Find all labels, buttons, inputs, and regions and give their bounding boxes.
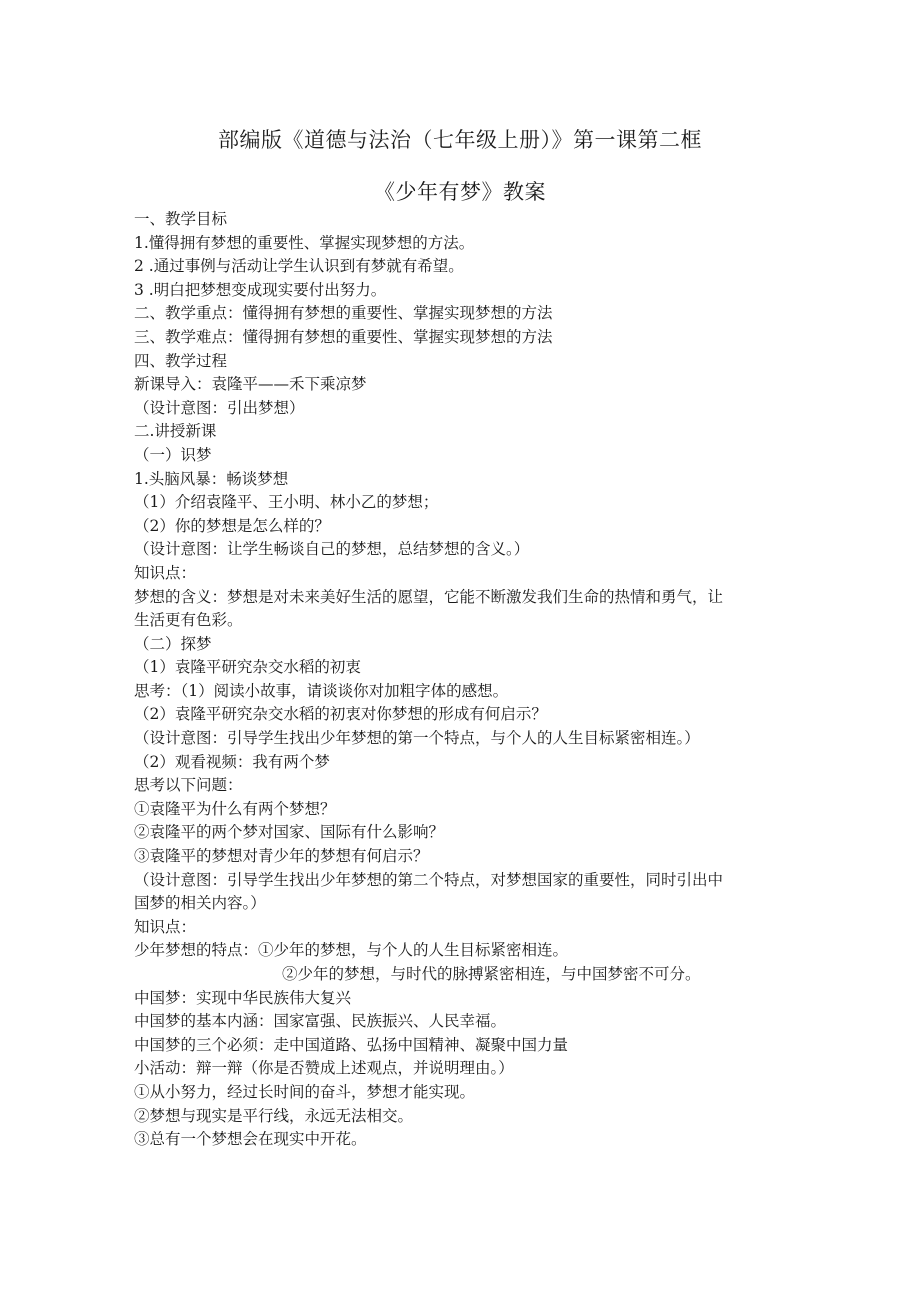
knowledge-point-label: 知识点： [134,917,197,936]
paragraph-line: 国梦的相关内容。） [134,894,266,913]
debate-item: ①从小努力，经过长时间的奋斗，梦想才能实现。 [134,1082,476,1101]
paragraph-line: （2）你的梦想是怎么样的？ [134,516,330,535]
question-item: ①袁隆平为什么有两个梦想？ [134,799,336,818]
subsection-heading: （二）探梦 [134,634,212,653]
paragraph-line: 中国梦的基本内涵：国家富强、民族振兴、人民幸福。 [134,1012,507,1031]
document-title-line-1: 部编版《道德与法治（七年级上册）》第一课第二框 [218,128,702,152]
debate-item: ②梦想与现实是平行线，永远无法相交。 [134,1106,414,1125]
subsection-heading: 二.讲授新课 [134,422,217,441]
question-item: ②袁隆平的两个梦对国家、国际有什么影响？ [134,823,445,842]
paragraph-line: （2）观看视频：我有两个梦 [134,752,330,771]
paragraph-line: （1）袁隆平研究杂交水稻的初衷 [134,658,361,677]
paragraph-line-indented: ②少年的梦想，与时代的脉搏紧密相连，与中国梦密不可分。 [282,965,701,983]
section-heading-key-points: 二、教学重点：懂得拥有梦想的重要性、掌握实现梦想的方法 [134,304,553,323]
objective-item: 2 .通过事例与活动让学生认识到有梦就有希望。 [134,257,464,276]
design-intent-line: （设计意图：引导学生找出少年梦想的第一个特点，与个人的人生目标紧密相连。） [134,729,700,748]
paragraph-line: （1）介绍袁隆平、王小明、林小乙的梦想； [134,493,439,512]
paragraph-line: 中国梦：实现中华民族伟大复兴 [134,988,352,1007]
design-intent-line: （设计意图：让学生畅谈自己的梦想，总结梦想的含义。） [134,540,530,559]
design-intent-line: （设计意图：引出梦想） [134,398,305,417]
objective-item: 1.懂得拥有梦想的重要性、掌握实现梦想的方法。 [134,233,475,252]
document-title-line-2: 《少年有梦》教案 [374,180,546,204]
paragraph-line: （2）袁隆平研究杂交水稻的初衷对你梦想的形成有何启示？ [134,705,547,724]
paragraph-line: 中国梦的三个必须：走中国道路、弘扬中国精神、凝聚中国力量 [134,1035,569,1054]
paragraph-line: 新课导入：袁隆平——禾下乘凉梦 [134,375,367,394]
paragraph-line: 少年梦想的特点：①少年的梦想，与个人的人生目标紧密相连。 [134,941,569,960]
paragraph-line: 生活更有色彩。 [134,611,243,630]
question-item: ③袁隆平的梦想对青少年的梦想有何启示？ [134,847,429,866]
paragraph-line: 梦想的含义：梦想是对未来美好生活的愿望，它能不断激发我们生命的热情和勇气，让 [134,587,724,606]
knowledge-point-label: 知识点： [134,563,197,582]
section-heading-difficulties: 三、教学难点：懂得拥有梦想的重要性、掌握实现梦想的方法 [134,327,553,346]
document-body [134,208,784,1152]
debate-item: ③总有一个梦想会在现实中开花。 [134,1130,367,1149]
objective-item: 3 .明白把梦想变成现实要付出努力。 [134,280,387,299]
section-heading-process: 四、教学过程 [134,351,228,370]
activity-heading: 小活动：辩一辩（你是否赞成上述观点，并说明理由。） [134,1059,514,1078]
paragraph-line: 思考以下问题： [134,776,243,795]
paragraph-line: 1.头脑风暴：畅谈梦想 [134,469,289,488]
paragraph-line: 思考：（1）阅读小故事，请谈谈你对加粗字体的感想。 [134,681,509,700]
design-intent-line: （设计意图：引导学生找出少年梦想的第二个特点，对梦想国家的重要性，同时引出中 [134,870,724,889]
section-heading-objectives: 一、教学目标 [134,210,228,228]
subsection-heading: （一）识梦 [134,445,212,464]
